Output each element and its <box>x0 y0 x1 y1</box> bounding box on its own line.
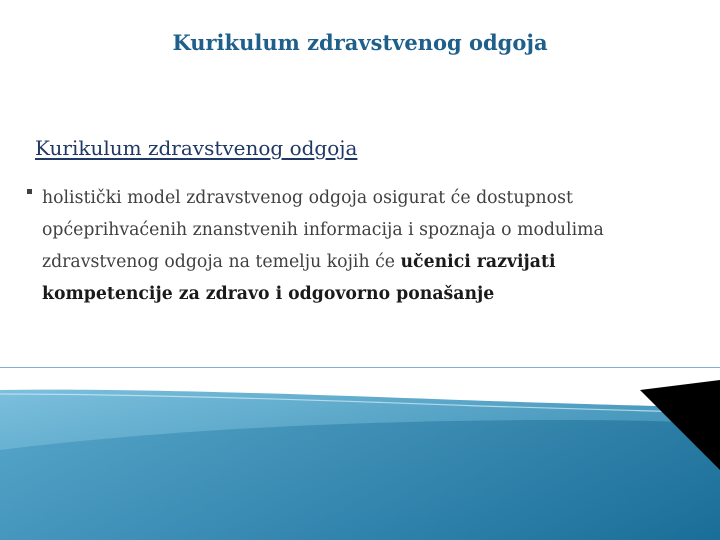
decorative-wave-banner <box>0 360 720 540</box>
section-heading: Kurikulum zdravstvenog odgoja <box>35 136 358 160</box>
bullet-icon <box>27 189 32 194</box>
bullet-text-emphasis: učenici razvijati kompetencije za zdravo i odgovorno ponašanje <box>42 252 556 304</box>
slide-title: Kurikulum zdravstvenog odgoja <box>172 30 548 55</box>
bullet-text-regular: holistički model zdravstvenog odgoja osigurat će dostupnost općeprihvaćenih znanstvenih informacija i spoznaja o modulima zdravstvenog odgoja na temelju kojih će <box>42 188 604 272</box>
bullet-text <box>42 182 682 310</box>
